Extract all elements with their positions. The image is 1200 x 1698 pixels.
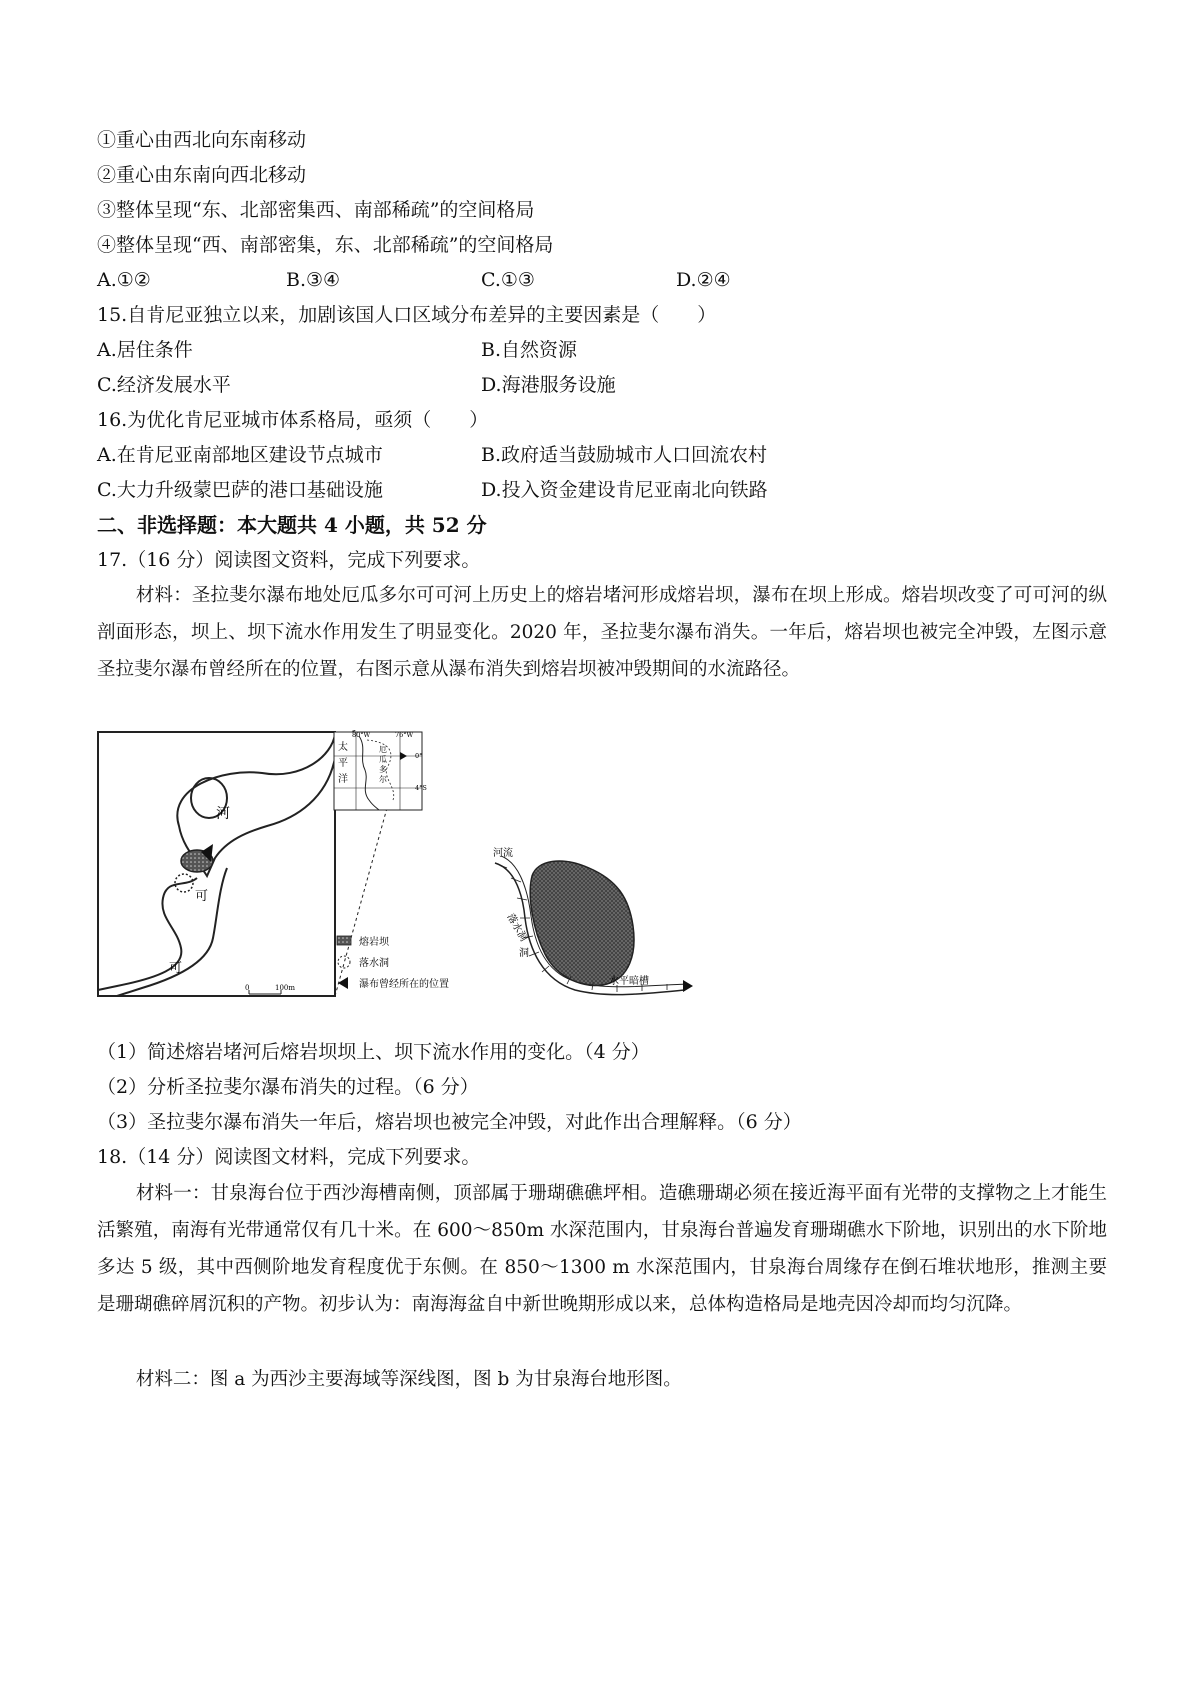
right-sink1: 落水洞 <box>504 912 529 944</box>
q17-figure-svg <box>97 728 707 1016</box>
inset-lat1: 0° <box>415 752 423 760</box>
right-channel: 水平暗槽 <box>609 976 649 987</box>
q17-question-1: （1）简述熔岩堵河后熔岩坝坝上、坝下流水作用的变化。（4 分） <box>97 1041 650 1063</box>
q14-statement-1: ①重心由西北向东南移动 <box>97 129 307 151</box>
inset-lon1: 80°W <box>352 731 371 739</box>
q14-statement-3: ③整体呈现“东、北部密集西、南部稀疏”的空间格局 <box>97 199 535 221</box>
left-map-frame <box>98 732 335 996</box>
q17-question-3: （3）圣拉斐尔瀑布消失一年后，熔岩坝也被完全冲毁，对此作出合理解释。（6 分） <box>97 1111 802 1133</box>
q16-option-c: C.大力升级蒙巴萨的港口基础设施 <box>97 479 383 501</box>
q14-option-b: B.③④ <box>286 269 341 291</box>
right-river: 河流 <box>493 848 513 859</box>
label-river-ke1: 可 <box>195 889 209 904</box>
legend-swatch-waterfall <box>338 977 348 989</box>
q17-question-2: （2）分析圣拉斐尔瀑布消失的过程。（6 分） <box>97 1076 479 1098</box>
q16-option-b: B.政府适当鼓励城市人口回流农村 <box>481 444 768 466</box>
legend-swatch-dam <box>337 936 351 945</box>
q15-option-c: C.经济发展水平 <box>97 374 231 396</box>
inset-ping: 平 <box>338 758 348 769</box>
inset-lon2: 76°W <box>395 731 414 739</box>
inset-gua: 瓜 <box>379 755 387 764</box>
label-river-he: 河 <box>216 806 230 822</box>
q14-statement-2: ②重心由东南向西北移动 <box>97 164 307 186</box>
legend-sinkhole: 落水洞 <box>359 958 389 969</box>
inset-e: 厄 <box>379 745 387 754</box>
q14-option-d: D.②④ <box>676 269 731 291</box>
q17-stem: 17.（16 分）阅读图文资料，完成下列要求。 <box>97 549 481 571</box>
river-lower <box>98 868 227 996</box>
q18-material-2: 材料二：图 a 为西沙主要海域等深线图，图 b 为甘泉海台地形图。 <box>135 1369 682 1390</box>
scale-dist: 100m <box>275 984 295 992</box>
q17-material: 材料：圣拉斐尔瀑布地处厄瓜多尔可可河上历史上的熔岩堵河形成熔岩坝，瀑布在坝上形成。熔岩坝改变了可可河的纵剖面形态，坝上、坝下流水作用发生了明显变化。2020 年，圣拉斐尔瀑布消失。一年后，熔岩坝也被完全冲毁，左图示意圣拉斐尔瀑布曾经所在的位置，右图示意从瀑布消失到熔岩坝被冲毁期间的水流路径。 <box>97 585 1107 680</box>
q16-stem: 16.为优化肯尼亚城市体系格局，亟须（ ） <box>97 409 489 431</box>
inset-lat2: 4°S <box>415 784 427 792</box>
legend-waterfall: 瀑布曾经所在的位置 <box>359 979 449 990</box>
legend-dam: 熔岩坝 <box>359 937 389 948</box>
inset-tai: 太 <box>338 742 348 753</box>
q15-stem: 15.自肯尼亚独立以来，加剧该国人口区域分布差异的主要因素是（ ） <box>97 304 717 326</box>
q15-option-d: D.海港服务设施 <box>481 374 616 396</box>
legend-swatch-sinkhole <box>338 956 350 968</box>
scale-zero: 0 <box>245 984 250 992</box>
q16-option-d: D.投入资金建设肯尼亚南北向铁路 <box>481 479 768 501</box>
label-river-ke2: 可 <box>169 961 183 976</box>
q15-option-b: B.自然资源 <box>481 339 578 361</box>
section-heading: 二、非选择题：本大题共 4 小题，共 52 分 <box>97 513 487 537</box>
inset-yang: 洋 <box>338 774 348 785</box>
q16-option-a: A.在肯尼亚南部地区建设节点城市 <box>97 444 383 466</box>
q18-material-1: 材料一：甘泉海台位于西沙海槽南侧，顶部属于珊瑚礁礁坪相。造礁珊瑚必须在接近海平面有光带的支撑物之上才能生活繁殖，南海有光带通常仅有几十米。在 600～850m 水深范围内，甘泉海台普遍发育珊瑚礁水下阶地，识别出的水下阶地多达 5 级，其中西侧阶地发育程度优于东侧。在 850～1300 m 水深范围内，甘泉海台周缘存在倒石堆状地形，推测主要是珊瑚礁碎屑沉积的产物。初步认为：南海海盆自中新世晚期形成以来，总体构造格局是地壳因冷却而均匀沉降。 <box>97 1183 1107 1315</box>
q18-stem: 18.（14 分）阅读图文材料，完成下列要求。 <box>97 1146 481 1168</box>
q14-option-a: A.①② <box>97 269 151 291</box>
inset-duo: 多 <box>379 765 387 774</box>
right-tunnel: 洞 <box>519 948 529 959</box>
q17-figure <box>97 728 707 1016</box>
q14-statement-4: ④整体呈现“西、南部密集，东、北部稀疏”的空间格局 <box>97 234 554 256</box>
lava-dam-block <box>530 861 634 986</box>
inset-er: 尔 <box>379 775 387 784</box>
q14-option-c: C.①③ <box>481 269 535 291</box>
q15-option-a: A.居住条件 <box>97 339 193 361</box>
